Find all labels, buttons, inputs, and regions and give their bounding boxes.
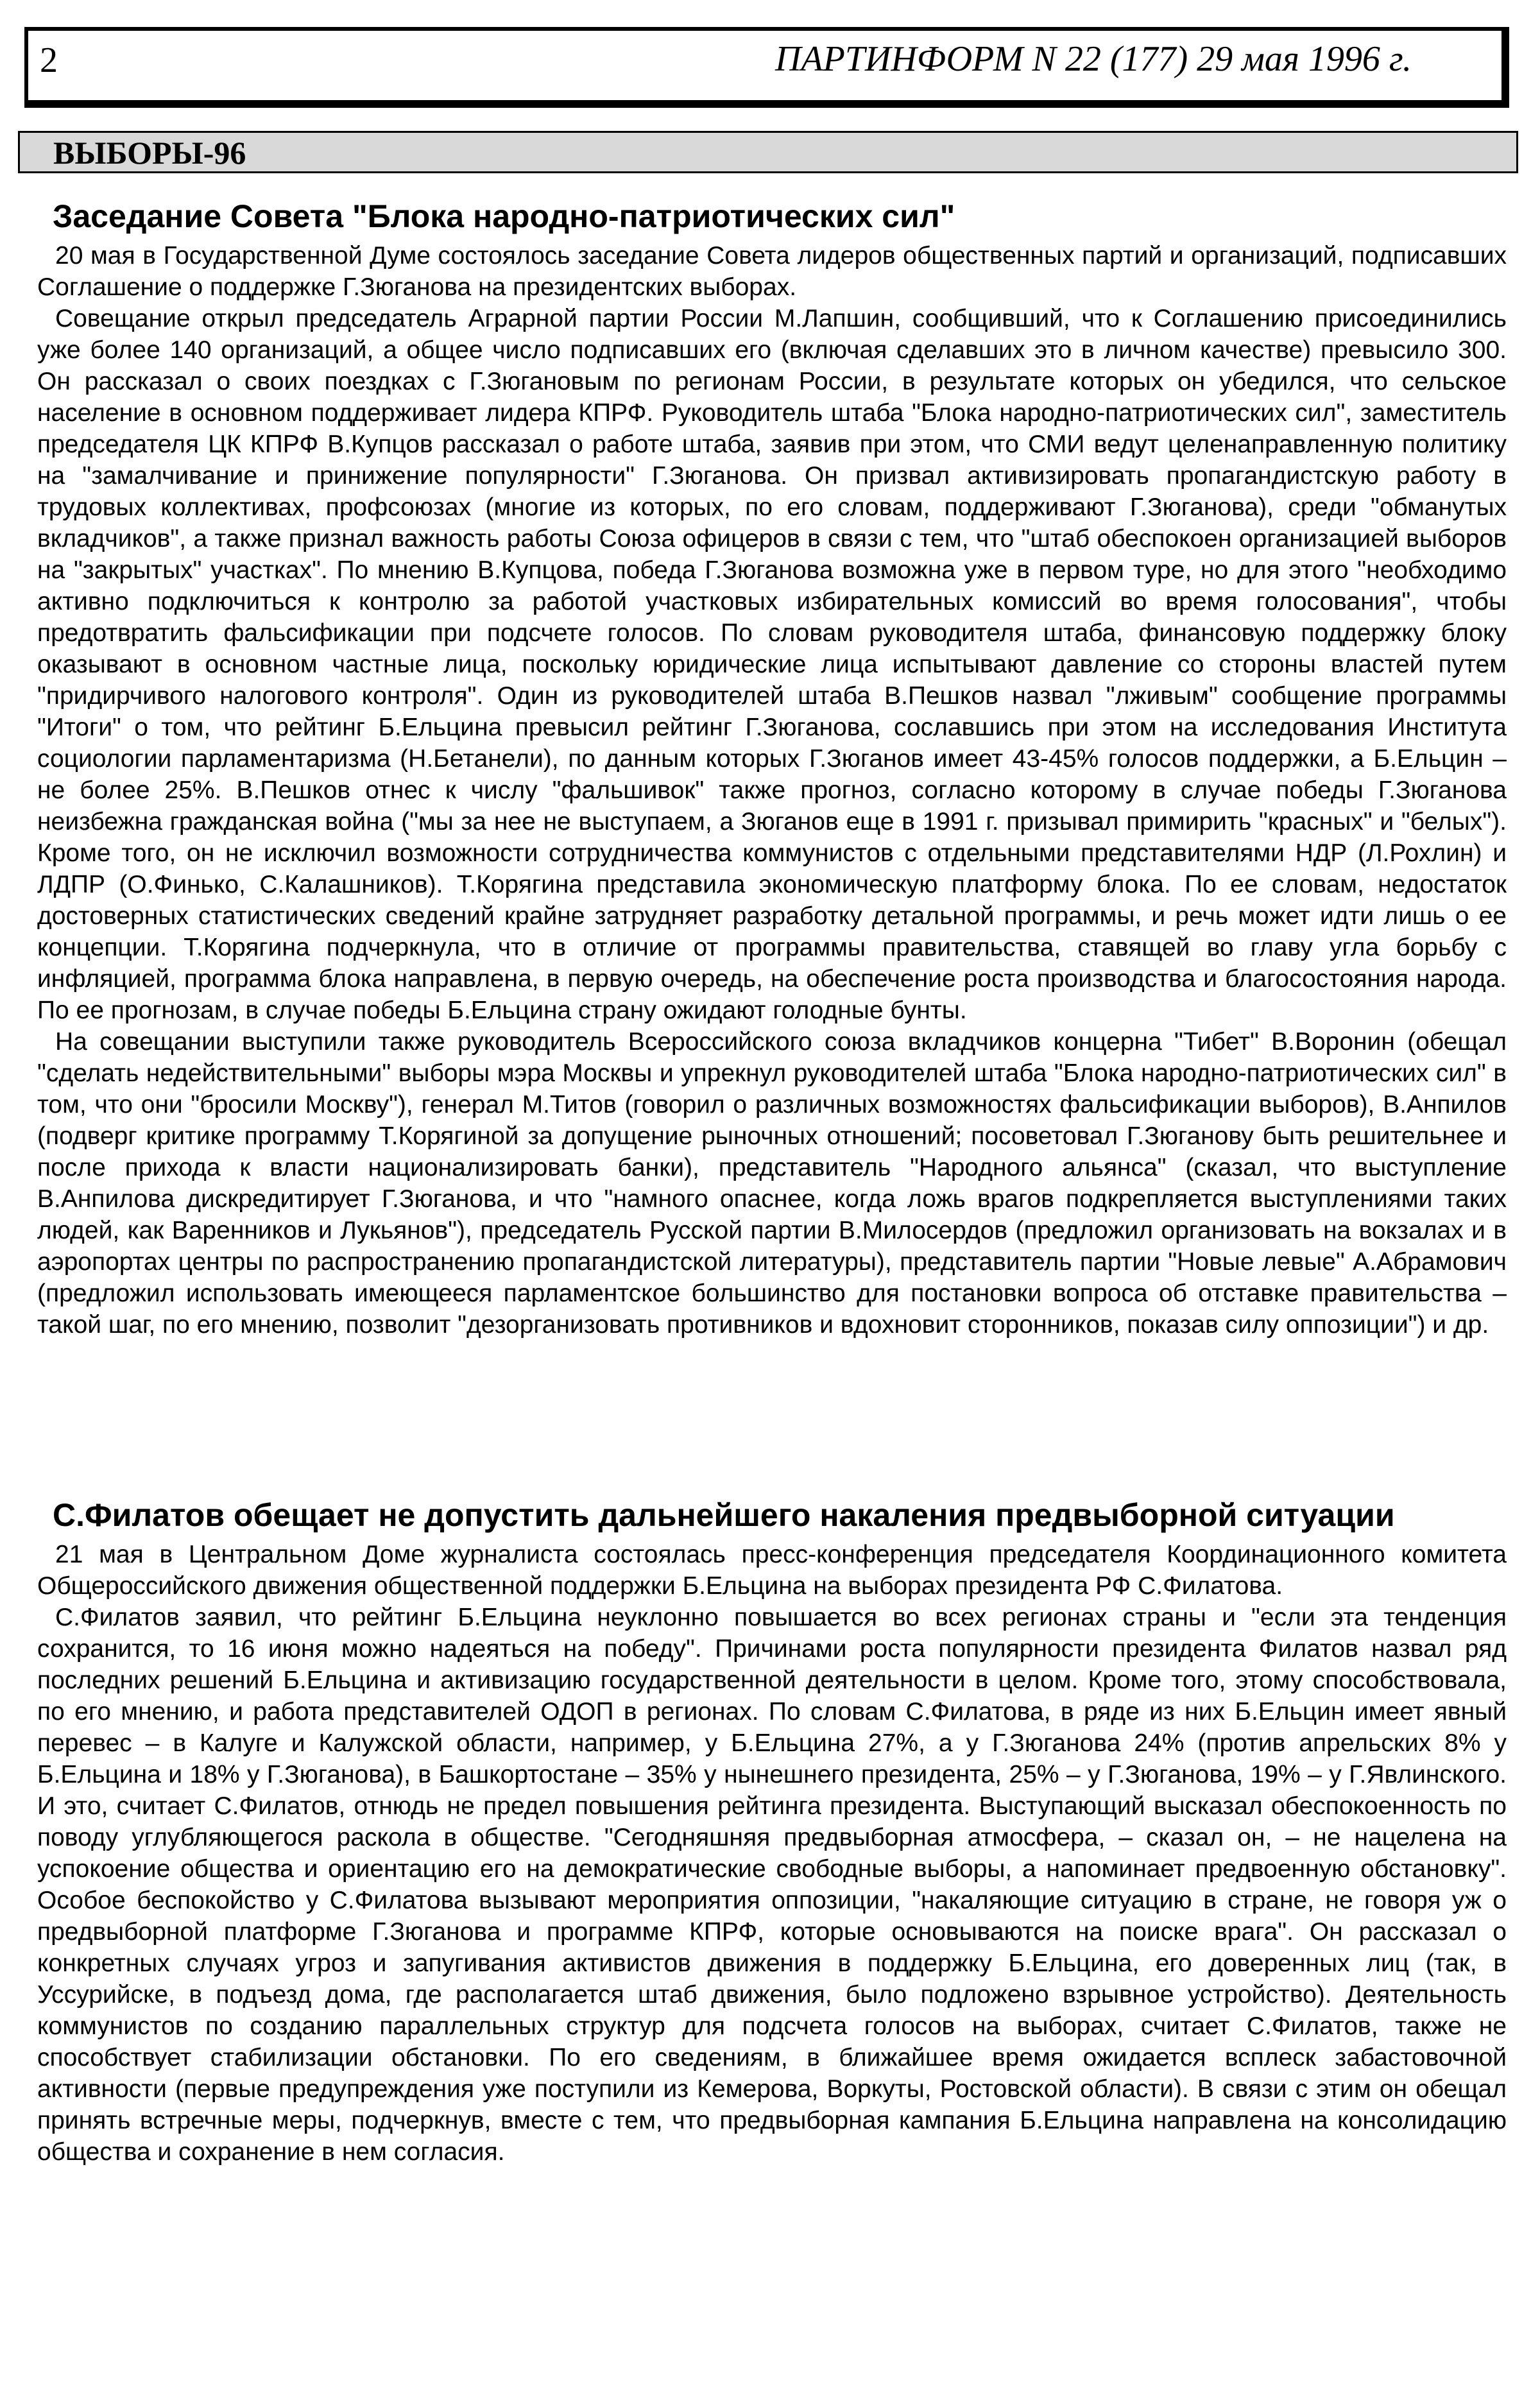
article-paragraph: 20 мая в Государственной Думе состоялось заседание Совета лидеров общественных партий и организаций, подписавших Соглашение о поддержке Г.Зюганова на президентских выборах. (37, 242, 1507, 301)
article-title: С.Филатов обещает не допустить дальнейшего накаления предвыборной ситуации (53, 1497, 1395, 1533)
article-council-meeting (37, 198, 1507, 1341)
issue-title: ПАРТИНФОРМ N 22 (177) 29 мая 1996 г. (774, 39, 1412, 79)
article-paragraph: 21 мая в Центральном Доме журналиста состоялась пресс-конференция председателя Координационного комитета Общероссийского движения общественной поддержки Б.Ельцина на выборах президента РФ С.Филатова. (37, 1541, 1507, 1600)
article-paragraph: С.Филатов заявил, что рейтинг Б.Ельцина неуклонно повышается во всех регионах страны и "если эта тенденция сохранится, то 16 июня можно надеяться на победу". Причинами роста популярности президента Филатов назвал ряд последних решений Б.Ельцина и активизацию государственной деятельности в целом. Кроме того, этому способствовала, по его мнению, и работа представителей ОДОП в регионах. По словам С.Филатова, в ряде из них Б.Ельцин имеет явный перевес – в Калуге и Калужской области, например, у Б.Ельцина 27%, а у Г.Зюганова 24% (против апрельских 8% у Б.Ельцина и 18% у Г.Зюганова), в Башкортостане – 35% у нынешнего президента, 25% – у Г.Зюганова, 19% – у Г.Явлинского. И это, считает С.Филатов, отнюдь не предел повышения рейтинга президента. Выступающий высказал обеспокоенность по поводу углубляющегося раскола в обществе. "Сегодняшняя предвыборная атмосфера, – сказал он, – не нацелена на успокоение общества и ориентацию его на демократические свободные выборы, а напоминает предвоенную обстановку". Особое беспокойство у С.Филатова вызывают мероприятия оппозиции, "накаляющие ситуацию в стране, не говоря уж о предвыборной платформе Г.Зюганова и программе КПРФ, которые основываются на поиске врага". Он рассказал о конкретных случаях угроз и запугивания активистов движения в поддержку Б.Ельцина, его доверенных лиц (так, в Уссурийске, в подъезд дома, где располагается штаб движения, было подложено взрывное устройство). Деятельность коммунистов по созданию параллельных структур для подсчета голосов на выборах, считает С.Филатов, также не способствует стабилизации обстановки. По его сведениям, в ближайшее время ожидается всплеск забастовочной активности (первые предупреждения уже поступили из Кемерова, Воркуты, Ростовской области). В связи с этим он обещал принять встречные меры, подчеркнув, вместе с тем, что предвыборная кампания Б.Ельцина направлена на консолидацию общества и сохранение в нем согласия. (37, 1604, 1507, 2166)
section-title: ВЫБОРЫ-96 (53, 135, 246, 171)
article-paragraph: На совещании выступили также руководитель Всероссийского союза вкладчиков концерна "Тибет" В.Воронин (обещал "сделать недействительными" выборы мэра Москвы и упрекнул руководителей штаба "Блока народно-патриотических сил" в том, что они "бросили Москву"), генерал М.Титов (говорил о различных возможностях фальсификации выборов), В.Анпилов (подверг критике программу Т.Корягиной за допущение рыночных отношений; посоветовал Г.Зюганову быть решительнее и после прихода к власти национализировать банки), представитель "Народного альянса" (сказал, что выступление В.Анпилова дискредитирует Г.Зюганова, и что "намного опаснее, когда ложь врагов подкрепляется выступлениями таких людей, как Варенников и Лукьянов"), председатель Русской партии В.Милосердов (предложил организовать на вокзалах и в аэропортах центры по распространению пропагандистской литературы), представитель партии "Новые левые" А.Абрамович (предложил использовать имеющееся парламентское большинство для постановки вопроса об отставке правительства – такой шаг, по его мнению, позволит "дезорганизовать противников и вдохновит сторонников, показав силу оппозиции") и др. (37, 1028, 1507, 1339)
article-paragraph: Совещание открыл председатель Аграрной партии России М.Лапшин, сообщивший, что к Соглашению присоединились уже более 140 организаций, а общее число подписавших его (включая сделавших это в личном качестве) превысило 300. Он рассказал о своих поездках с Г.Зюгановым по регионам России, в результате которых он убедился, что сельское население в основном поддерживает лидера КПРФ. Руководитель штаба "Блока народно-патриотических сил", заместитель председателя ЦК КПРФ В.Купцов рассказал о работе штаба, заявив при этом, что СМИ ведут целенаправленную политику на "замалчивание и принижение популярности" Г.Зюганова. Он призвал активизировать пропагандистскую работу в трудовых коллективах, профсоюзах (многие из которых, по его словам, поддерживают Г.Зюганова), среди "обманутых вкладчиков", а также признал важность работы Союза офицеров в связи с тем, что "штаб обеспокоен организацией выборов на "закрытых" участках". По мнению В.Купцова, победа Г.Зюганова возможна уже в первом туре, но для этого "необходимо активно подключиться к контролю за работой участковых избирательных комиссий во время голосования", чтобы предотвратить фальсификации при подсчете голосов. По словам руководителя штаба, финансовую поддержку блоку оказывают в основном частные лица, поскольку юридические лица испытывают давление со стороны властей путем "придирчивого налогового контроля". Один из руководителей штаба В.Пешков назвал "лживым" сообщение программы "Итоги" о том, что рейтинг Б.Ельцина превысил рейтинг Г.Зюганова, сославшись при этом на исследования Института социологии парламентаризма (Н.Бетанели), по данным которых Г.Зюганов имеет 43-45% голосов поддержки, а Б.Ельцин – не более 25%. В.Пешков отнес к числу "фальшивок" также прогноз, согласно которому в случае победы Г.Зюганова неизбежна гражданская война ("мы за нее не выступаем, а Зюганов еще в 1991 г. призывал примирить "красных" и "белых"). Кроме того, он не исключил возможности сотрудничества коммунистов с отдельными представителями НДР (Л.Рохлин) и ЛДПР (О.Финько, С.Калашников). Т.Корягина представила экономическую платформу блока. По ее словам, недостаток достоверных статистических сведений крайне затрудняет разработку детальной программы, и речь может идти лишь о ее концепции. Т.Корягина подчеркнула, что в отличие от программы правительства, ставящей во главу угла борьбу с инфляцией, программа блока направлена, в первую очередь, на обеспечение роста производства и благосостояния народа. По ее прогнозам, в случае победы Б.Ельцина страну ожидают голодные бунты. (37, 305, 1507, 1024)
section-header (18, 131, 1518, 173)
article-title: Заседание Совета "Блока народно-патриотических сил" (53, 198, 955, 234)
page-number: 2 (40, 40, 58, 80)
page-header (24, 27, 1509, 108)
article-filatov (37, 1496, 1507, 2168)
